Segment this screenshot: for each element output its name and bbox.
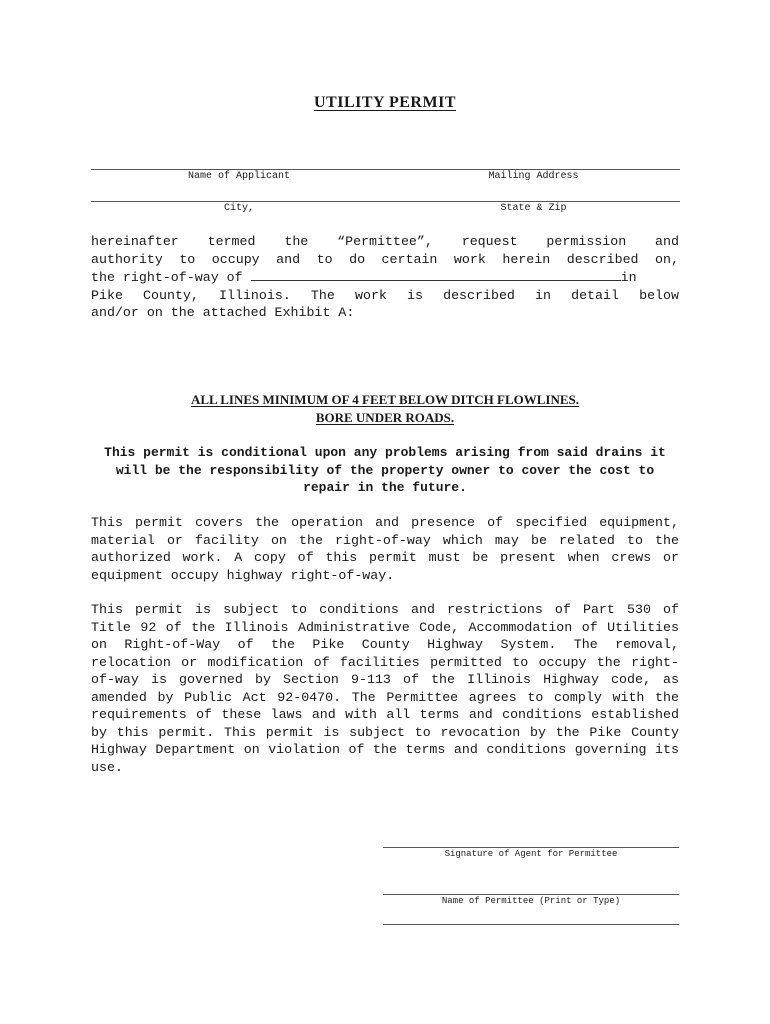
conditional-notice: This permit is conditional upon any problems arising from said drains it will be the responsibility of the property owner to cover the cost to repair in the future.: [104, 445, 666, 495]
intro-line-3: [91, 268, 679, 287]
conditions-paragraph: This permit is subject to conditions and restrictions of Part 530 of Title 92 of the Illinois Administrative Code, Accommodation of Utilities on Right-of-Way of the Pike County Highway System. The removal, relocation or modification of facilities permitted to occupy the right-of-way is governed by Section 9-113 of the Illinois Highway code, as amended by Public Act 92-0470. The Permittee agrees to comply with the requirements of these laws and with all terms and conditions established by this permit. This permit is subject to revocation by the Pike County Highway Department on violation of the terms and conditions governing its use.: [91, 602, 679, 775]
intro-line-2: authority to occupy and to do certain work herein described on,: [91, 251, 679, 267]
city-line[interactable]: [91, 201, 387, 202]
state-zip-line[interactable]: [387, 201, 680, 202]
intro-paragraph: [91, 233, 679, 322]
bottom-line[interactable]: [383, 924, 679, 925]
requirement-line-2: BORE UNDER ROADS.: [315, 409, 455, 425]
document-title-text: UTILITY PERMIT: [314, 94, 456, 111]
signature-line[interactable]: [383, 847, 679, 848]
requirement-line-1: ALL LINES MINIMUM OF 4 FEET BELOW DITCH FLOWLINES.: [190, 392, 580, 407]
city-label: City,: [223, 203, 254, 214]
intro-line-4: Pike County, Illinois. The work is described in detail below: [91, 287, 679, 303]
applicant-name-line[interactable]: [91, 169, 387, 170]
right-of-way-prefix: the right-of-way of: [91, 270, 243, 285]
mailing-address-label: Mailing Address: [488, 171, 579, 182]
right-of-way-suffix: in: [620, 270, 637, 285]
right-of-way-blank[interactable]: [251, 268, 621, 281]
intro-line-1: hereinafter termed the “Permittee”, request permission and: [91, 234, 679, 249]
document-title: [0, 94, 770, 112]
intro-line-5: and/or on the attached Exhibit A:: [91, 305, 355, 320]
permittee-name-line[interactable]: [383, 894, 679, 895]
signature-label: Signature of Agent for Permittee: [444, 849, 618, 859]
mailing-address-line[interactable]: [387, 169, 680, 170]
state-zip-label: State & Zip: [500, 203, 567, 214]
permittee-name-label: Name of Permittee (Print or Type): [441, 896, 621, 906]
coverage-paragraph: This permit covers the operation and presence of specified equipment, material or facility on the right-of-way which may be related to the authorized work. A copy of this permit must be present when crews or equipment occupy highway right-of-way.: [91, 515, 679, 583]
name-of-applicant-label: Name of Applicant: [187, 171, 291, 182]
requirements-block: [0, 391, 770, 426]
